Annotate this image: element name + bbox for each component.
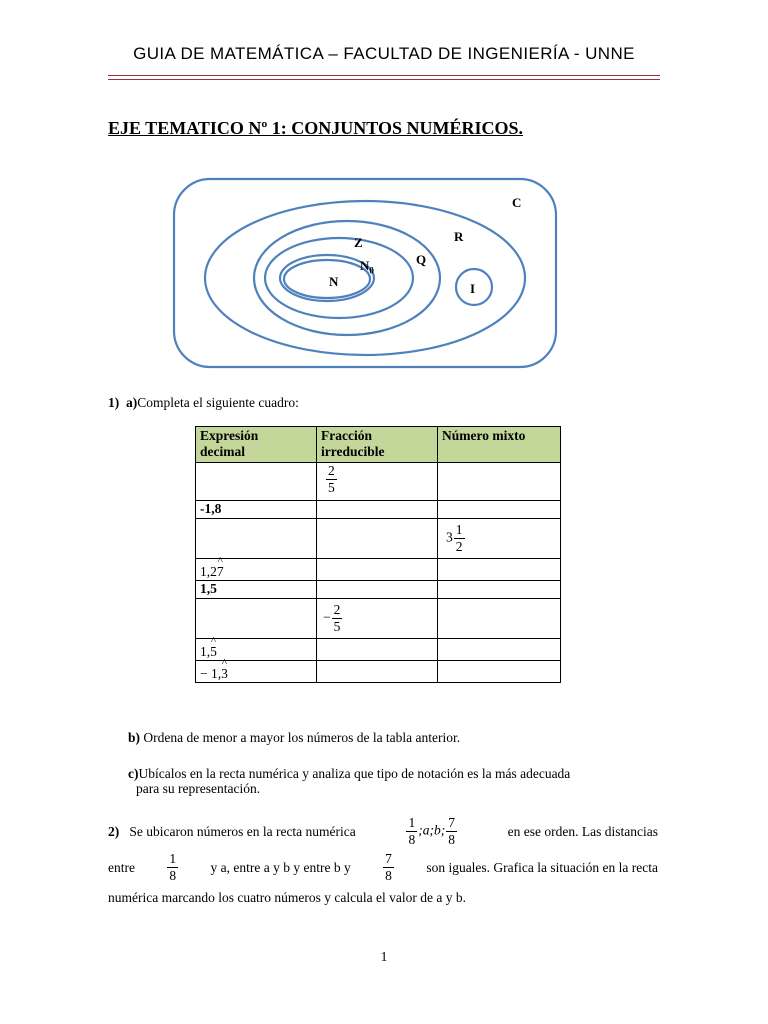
table-row [196,501,561,519]
label-n0: $N_0$ [360,258,374,276]
header-mixed: Número mixto [438,427,561,463]
set-z-ellipse [265,238,413,318]
exercise-1a-line [108,394,299,411]
fraction: $\frac{1}{8}$ [169,851,177,883]
part-c-text: Ubícalos en la recta numérica y analiza que tipo de notación es la más adecuada [138,766,571,781]
cell-empty[interactable] [317,661,438,683]
exercise-2-text: son iguales. Grafica la situación en la recta [426,860,658,875]
label-z: Z [354,235,363,250]
cell-empty[interactable] [438,661,561,683]
table-header-row [196,427,561,463]
exercise-number: 1) [108,395,120,410]
table-row [196,639,561,661]
set-n-ellipse [284,260,370,298]
exercise-2-line3: numérica marcando los cuatro números y calcula el valor de a y b. [108,890,466,905]
page-header: GUIA DE MATEMÁTICA – FACULTAD DE INGENIERÍA - UNNE [133,44,635,63]
cell-mixed-number: 3 $\frac{1}{2}$ [438,519,561,559]
section-title: EJE TEMATICO Nº 1: CONJUNTOS NUMÉRICOS. [108,118,523,138]
cell-empty[interactable] [317,581,438,599]
label-n: N [329,274,339,289]
header-rule-top [108,75,660,76]
header-decimal: Expresión decimal [196,427,317,463]
cell-empty[interactable] [438,463,561,501]
cell-empty[interactable] [196,463,317,501]
exercise-2-text: en ese orden. Las distancias [507,824,658,839]
table-row [196,581,561,599]
cell-fraction [317,463,438,501]
cell-empty[interactable] [196,519,317,559]
conversion-table [195,426,561,683]
cell-decimal: − 1,^ 3 [196,661,317,683]
label-r: R [454,229,464,244]
cell-empty[interactable] [317,501,438,519]
part-a-text: Completa el siguiente cuadro: [137,395,299,410]
part-b-text: Ordena de menor a mayor los números de la tabla anterior. [143,730,461,745]
cell-empty[interactable] [317,519,438,559]
fraction: $\frac{1}{2}$ [455,522,463,554]
exercise-2-line2 [108,851,658,884]
cell-decimal: 1,2^ 7 [196,559,317,581]
cell-empty[interactable] [438,581,561,599]
number-sequence: $\frac{1}{8}$ ;a;b; $\frac{7}{8}$ [408,815,455,847]
table-row [196,661,561,683]
part-c-label: c) [128,766,139,781]
page-number: 1 [380,949,388,964]
table-row [196,519,561,559]
header-fraction: Fracción irreducible [317,427,438,463]
cell-decimal: 1,5 [196,581,317,599]
exercise-2-text: entre [108,860,135,875]
cell-empty[interactable] [438,501,561,519]
exercise-1b-line [128,729,460,746]
fraction: $\frac{2}{5}$ [328,463,335,495]
cell-decimal: 1,^ 5 [196,639,317,661]
exercise-2-line1 [108,815,658,848]
cell-fraction: − $\frac{2}{5}$ [317,599,438,639]
label-i: I [470,281,476,296]
exercise-number: 2) [108,824,120,839]
fraction: $\frac{7}{8}$ [385,851,392,883]
part-b-label: b) [128,730,141,745]
cell-empty[interactable] [317,559,438,581]
cell-empty[interactable] [438,639,561,661]
header-rule-bottom [108,79,660,80]
cell-empty[interactable] [196,599,317,639]
cell-empty[interactable] [438,599,561,639]
exercise-2-text: Se ubicaron números en la recta numérica [129,824,356,839]
cell-empty[interactable] [438,559,561,581]
table-row [196,599,561,639]
table-row [196,463,561,501]
part-c-text-continued: para su representación. [136,781,261,796]
cell-empty[interactable] [317,639,438,661]
label-q: Q [416,252,427,267]
part-a-label: a) [126,395,138,410]
label-c: C [512,195,522,210]
exercise-2-text: y a, entre a y b y entre b y [210,860,351,875]
table-row [196,559,561,581]
cell-decimal: -1,8 [196,501,317,519]
fraction: $\frac{2}{5}$ [333,602,341,634]
